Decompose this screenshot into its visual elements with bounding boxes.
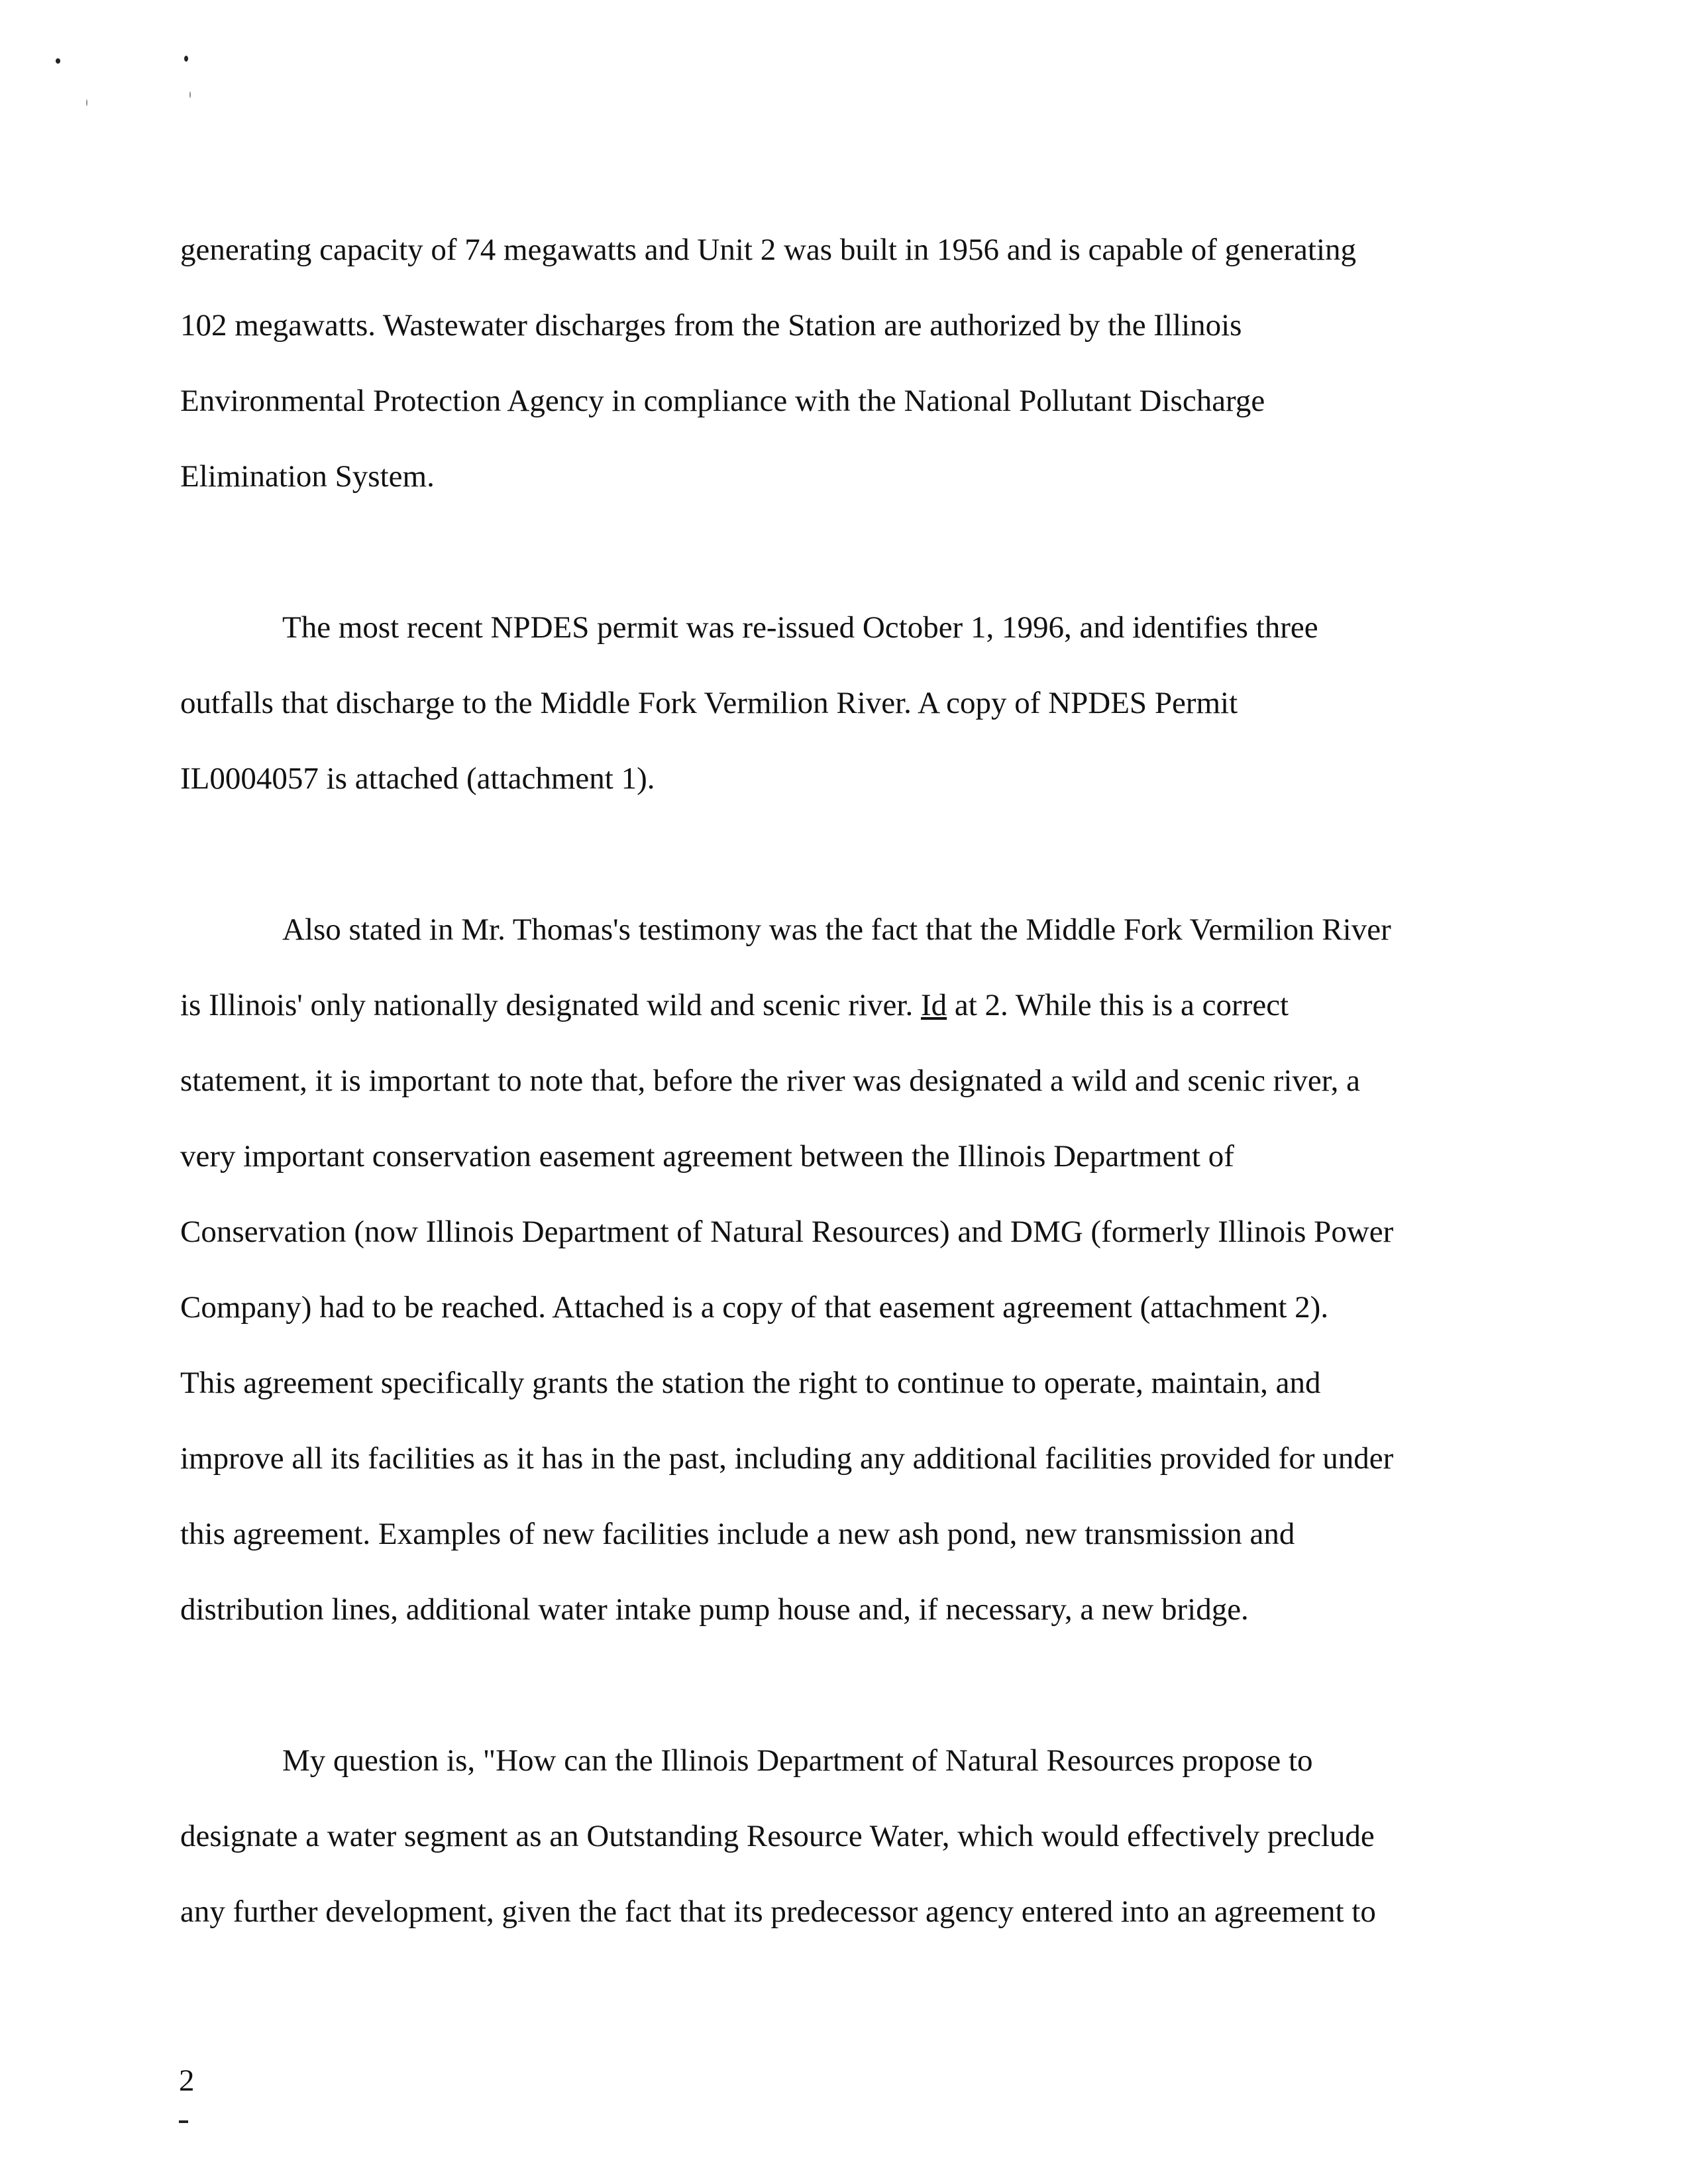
text-line: Elimination System. xyxy=(180,459,435,494)
text-line: designate a water segment as an Outstanding Resource Water, which would effectively preclude xyxy=(180,1819,1375,1853)
text-line: any further development, given the fact that its predecessor agency entered into an agreement to xyxy=(180,1894,1376,1929)
paragraph-continuation xyxy=(180,212,1505,514)
page-number-dash xyxy=(179,2120,188,2123)
text-line: statement, it is important to note that, before the river was designated a wild and scenic river, a xyxy=(180,1064,1360,1098)
text-line: distribution lines, additional water intake pump house and, if necessary, a new bridge. xyxy=(180,1592,1249,1627)
text-line: Also stated in Mr. Thomas's testimony was the fact that the Middle Fork Vermilion River xyxy=(282,912,1391,947)
citation-id: Id xyxy=(920,988,947,1022)
text-line: very important conservation easement agreement between the Illinois Department of xyxy=(180,1139,1234,1174)
paragraph-gap xyxy=(180,1647,1505,1723)
paragraph-gap xyxy=(180,514,1505,590)
paragraph-question xyxy=(180,1723,1505,1949)
text-line: improve all its facilities as it has in the past, including any additional facilities provided for under xyxy=(180,1441,1394,1476)
text-segment: at 2. While this is a correct xyxy=(947,988,1289,1022)
document-body xyxy=(180,212,1505,1949)
text-line: IL0004057 is attached (attachment 1). xyxy=(180,761,655,796)
scan-speck xyxy=(189,91,191,98)
text-line: The most recent NPDES permit was re-issued October 1, 1996, and identifies three xyxy=(282,610,1318,645)
scan-speck xyxy=(184,56,188,62)
text-line: Conservation (now Illinois Department of Natural Resources) and DMG (formerly Illinois Power xyxy=(180,1215,1394,1249)
text-line: My question is, "How can the Illinois Department of Natural Resources propose to xyxy=(282,1743,1313,1778)
paragraph-gap xyxy=(180,816,1505,892)
text-line: Company) had to be reached. Attached is a copy of that easement agreement (attachment 2). xyxy=(180,1290,1329,1325)
paragraph-npdes-permit xyxy=(180,590,1505,816)
page-number: 2 xyxy=(179,2063,195,2098)
text-line-with-citation xyxy=(180,967,1505,1043)
text-segment: is Illinois' only nationally designated wild and scenic river. xyxy=(180,988,921,1022)
text-line: outfalls that discharge to the Middle Fork Vermilion River. A copy of NPDES Permit xyxy=(180,686,1238,720)
scan-speck xyxy=(56,58,60,64)
paragraph-testimony xyxy=(180,892,1505,1647)
text-line: generating capacity of 74 megawatts and Unit 2 was built in 1956 and is capable of generating xyxy=(180,233,1357,267)
scan-speck xyxy=(86,99,87,106)
text-line: 102 megawatts. Wastewater discharges from the Station are authorized by the Illinois xyxy=(180,308,1242,343)
text-line: This agreement specifically grants the station the right to continue to operate, maintain, and xyxy=(180,1366,1321,1400)
text-line: this agreement. Examples of new facilities include a new ash pond, new transmission and xyxy=(180,1517,1295,1551)
text-line: Environmental Protection Agency in compliance with the National Pollutant Discharge xyxy=(180,384,1265,418)
